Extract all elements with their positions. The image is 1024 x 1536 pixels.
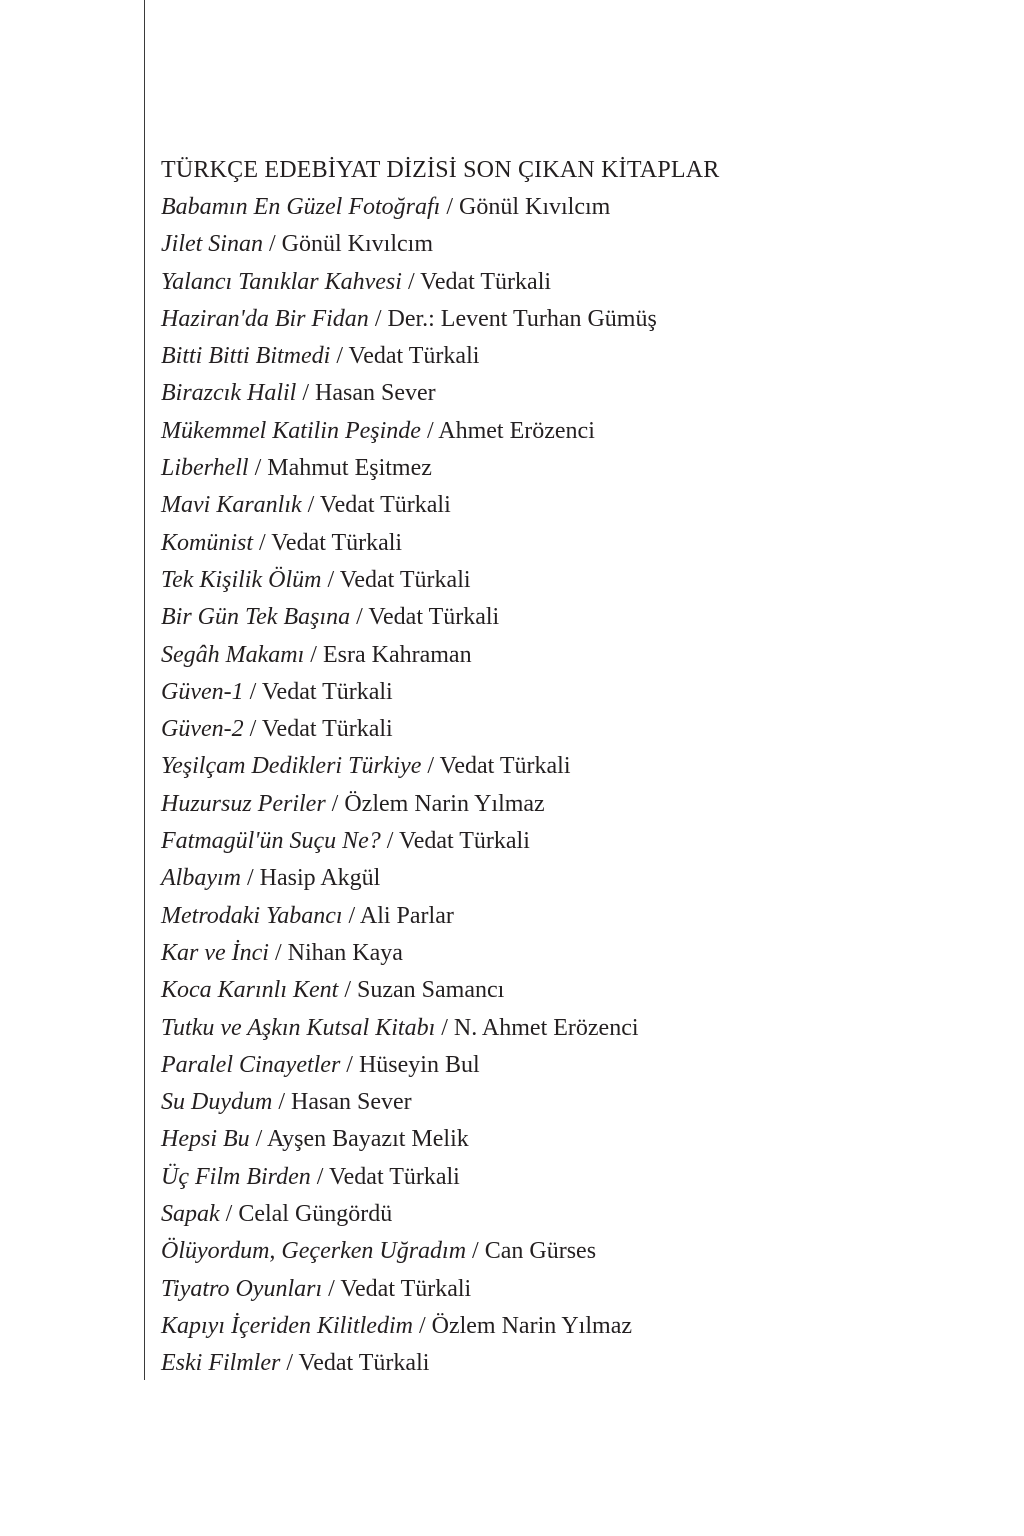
book-title: Jilet Sinan: [161, 231, 263, 258]
book-author: Gönül Kıvılcım: [459, 194, 611, 220]
title-author-separator: /: [310, 1163, 329, 1190]
title-author-separator: /: [262, 231, 282, 258]
book-title: Kapıyı İçeriden Kilitledim: [161, 1312, 413, 1339]
title-author-separator: /: [340, 1051, 359, 1078]
book-entry: [161, 1196, 981, 1233]
book-title: Paralel Cinayetler: [161, 1051, 341, 1078]
book-title: Birazcık Halil: [161, 380, 297, 407]
book-title: Tek Kişilik Ölüm: [161, 566, 322, 593]
title-author-separator: /: [321, 566, 340, 593]
book-entry: [161, 487, 981, 524]
book-title: Komünist: [161, 529, 254, 556]
book-entry: [161, 860, 981, 897]
book-author: Özlem Narin Yılmaz: [344, 790, 545, 817]
book-title: Albayım: [161, 865, 241, 892]
title-author-separator: /: [248, 455, 268, 482]
title-author-separator: /: [296, 380, 315, 407]
book-entry: [161, 338, 981, 375]
book-author: Nihan Kaya: [287, 939, 403, 966]
book-title: Hepsi Bu: [161, 1126, 250, 1153]
book-entry: [161, 748, 981, 785]
title-author-separator: /: [325, 790, 345, 817]
book-entry: [161, 711, 981, 748]
title-author-separator: /: [243, 678, 262, 705]
title-author-separator: /: [420, 417, 439, 444]
book-author: Mahmut Eşitmez: [267, 455, 432, 482]
title-author-separator: /: [322, 1275, 341, 1302]
book-author: Ali Parlar: [359, 902, 454, 929]
book-author: Ayşen Bayazıt Melik: [267, 1126, 469, 1153]
book-title: Güven-1: [161, 678, 244, 705]
book-entry: [161, 823, 981, 860]
title-author-separator: /: [401, 268, 421, 295]
book-entry: [161, 525, 981, 562]
book-title: Yeşilçam Dedikleri Türkiye: [161, 753, 422, 780]
title-author-separator: /: [342, 902, 360, 929]
title-author-separator: /: [280, 1350, 299, 1377]
book-entry: [161, 1010, 981, 1047]
book-author: Vedat Türkali: [399, 828, 530, 855]
book-title: Üç Film Birden: [161, 1163, 311, 1190]
book-title: Ölüyordum, Geçerken Uğradım: [161, 1238, 467, 1265]
book-entry: [161, 1159, 981, 1196]
book-title: Sapak: [161, 1201, 220, 1228]
book-author: Vedat Türkali: [319, 492, 451, 519]
book-author: Der.: Levent Turhan Gümüş: [387, 305, 657, 332]
book-author: Hüseyin Bul: [358, 1051, 480, 1078]
book-title: Babamın En Güzel Fotoğrafı: [161, 194, 441, 220]
book-author: Vedat Türkali: [368, 604, 500, 631]
book-entry: [161, 972, 981, 1009]
title-author-separator: /: [268, 939, 288, 966]
title-author-separator: /: [219, 1201, 239, 1228]
book-author: Hasan Sever: [315, 380, 436, 407]
book-entry: [161, 1345, 981, 1382]
book-author: Vedat Türkali: [340, 1275, 472, 1302]
book-entry: [161, 599, 981, 636]
book-author: Vedat Türkali: [271, 529, 403, 556]
book-entry: [161, 375, 981, 412]
book-author: Celal Güngördü: [238, 1201, 393, 1228]
title-author-separator: /: [338, 977, 358, 1004]
book-author: Özlem Narin Yılmaz: [431, 1312, 632, 1339]
margin-rule: [144, 0, 145, 1380]
book-title: Huzursuz Periler: [161, 790, 326, 817]
book-entry: [161, 1271, 981, 1308]
book-author: Vedat Türkali: [439, 753, 571, 780]
title-author-separator: /: [435, 1014, 454, 1041]
book-entry: [161, 301, 981, 338]
book-title: Koca Karınlı Kent: [161, 977, 339, 1004]
book-entry: [161, 1308, 981, 1345]
book-author: Hasan Sever: [291, 1089, 412, 1116]
book-title: Bitti Bitti Bitmedi: [161, 343, 331, 370]
title-author-separator: /: [466, 1238, 485, 1265]
book-title: Mavi Karanlık: [161, 492, 302, 519]
book-title: Kar ve İnci: [161, 939, 269, 966]
book-author: Vedat Türkali: [298, 1350, 430, 1377]
page-content: [161, 152, 981, 1383]
book-entry: [161, 226, 981, 263]
book-author: Can Gürses: [484, 1238, 597, 1265]
book-entry: [161, 786, 981, 823]
title-author-separator: /: [421, 753, 440, 780]
book-author: Vedat Türkali: [328, 1163, 460, 1190]
title-author-separator: /: [249, 1126, 267, 1153]
book-entry: [161, 450, 981, 487]
book-author: Vedat Türkali: [261, 678, 393, 705]
title-author-separator: /: [243, 716, 262, 743]
book-title: Mükemmel Katilin Peşinde: [161, 417, 421, 444]
title-author-separator: /: [350, 604, 369, 631]
book-title: Segâh Makamı: [161, 641, 305, 668]
book-author: N. Ahmet Erözenci: [453, 1014, 639, 1041]
book-entry: [161, 898, 981, 935]
series-heading: TÜRKÇE EDEBİYAT DİZİSİ SON ÇIKAN KİTAPLAR: [161, 157, 720, 183]
book-title: Fatmagül'ün Suçu Ne?: [161, 828, 381, 855]
book-title: Liberhell: [161, 455, 249, 482]
title-author-separator: /: [253, 529, 272, 556]
book-author: Ahmet Erözenci: [438, 417, 595, 444]
book-title: Güven-2: [161, 716, 244, 743]
title-author-separator: /: [380, 828, 400, 855]
book-entry: [161, 935, 981, 972]
book-entry: [161, 1121, 981, 1158]
book-author: Gönül Kıvılcım: [281, 231, 433, 258]
book-entry: [161, 264, 981, 301]
title-author-separator: /: [304, 641, 323, 668]
book-entry: [161, 674, 981, 711]
book-author: Vedat Türkali: [348, 343, 480, 370]
book-author: Vedat Türkali: [420, 268, 552, 295]
book-entry: [161, 1084, 981, 1121]
book-author: Esra Kahraman: [322, 641, 472, 668]
book-entry: [161, 562, 981, 599]
title-author-separator: /: [301, 492, 320, 519]
book-title: Tiyatro Oyunları: [161, 1275, 323, 1302]
book-title: Eski Filmler: [161, 1350, 281, 1377]
book-entry: [161, 189, 981, 226]
book-author: Vedat Türkali: [339, 566, 471, 593]
book-author: Suzan Samancı: [357, 977, 505, 1004]
title-author-separator: /: [412, 1312, 432, 1339]
book-title: Tutku ve Aşkın Kutsal Kitabı: [161, 1014, 436, 1041]
book-title: Metrodaki Yabancı: [161, 902, 343, 929]
book-title: Haziran'da Bir Fidan: [161, 305, 369, 332]
book-author: Hasip Akgül: [259, 865, 381, 892]
book-entry: [161, 1047, 981, 1084]
title-author-separator: /: [330, 343, 349, 370]
title-author-separator: /: [368, 305, 388, 332]
book-entry: [161, 413, 981, 450]
book-entry: [161, 637, 981, 674]
title-author-separator: /: [440, 194, 459, 220]
book-entry: [161, 1233, 981, 1270]
book-title: Bir Gün Tek Başına: [161, 604, 351, 631]
title-author-separator: /: [240, 865, 260, 892]
book-title: Su Duydum: [161, 1089, 273, 1116]
book-list: [161, 189, 981, 1383]
book-title: Yalancı Tanıklar Kahvesi: [161, 268, 402, 295]
book-author: Vedat Türkali: [261, 716, 393, 743]
title-author-separator: /: [272, 1089, 291, 1116]
